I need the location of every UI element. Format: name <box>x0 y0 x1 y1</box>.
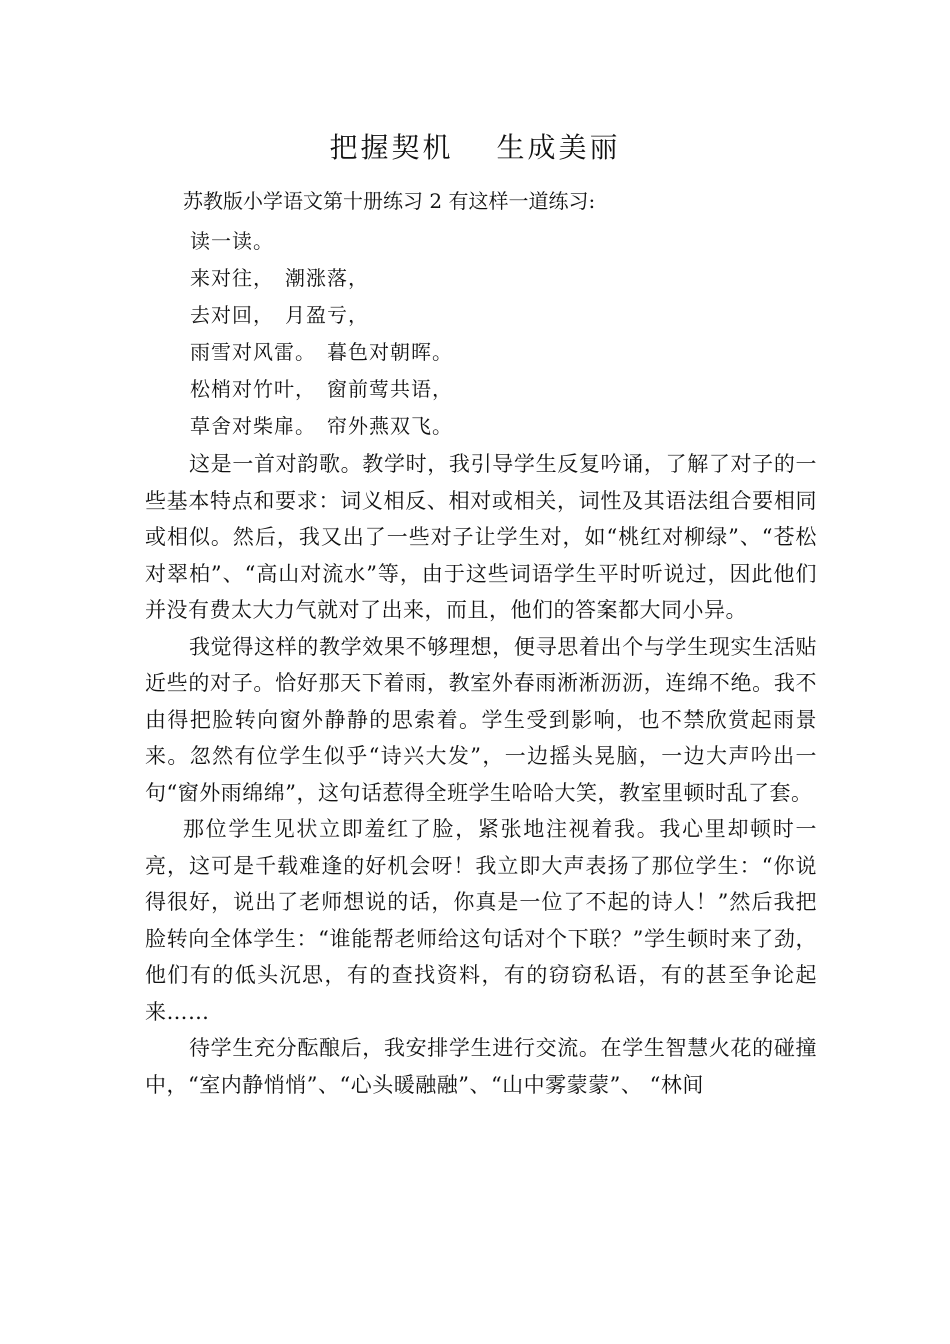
poem-line: 来对往， 潮涨落， <box>190 266 369 290</box>
paragraph: 那位学生见状立即羞红了脸，紧张地注视着我。我心里却顿时一亮，这可是千载难逢的好机会呀！我立即大声表扬了那位学生：“你说得很好，说出了老师想说的话，你真是一位了不起的诗人！”然后我把脸转向全体学生：“谁能帮老师给这句话对个下联？”学生顿时来了劲，他们有的低头沉思，有的查找资料，有的窃窃私语，有的甚至争论起来…… <box>145 817 817 1024</box>
poem-line: 雨雪对风雷。 暮色对朝晖。 <box>190 340 453 364</box>
poem-line: 去对回， 月盈亏， <box>190 303 369 327</box>
body-text <box>145 446 817 1103</box>
poem-line: 读一读。 <box>190 229 274 253</box>
paragraph: 我觉得这样的教学效果不够理想，便寻思着出个与学生现实生活贴近些的对子。恰好那天下着雨，教室外春雨淅淅沥沥，连绵不绝。我不由得把脸转向窗外静静的思索着。学生受到影响，也不禁欣赏起雨景来。忽然有位学生似乎“诗兴大发”，一边摇头晃脑，一边大声吟出一句“窗外雨绵绵”，这句话惹得全班学生哈哈大笑，教室里顿时乱了套。 <box>145 634 817 805</box>
poem-block <box>190 223 830 445</box>
paragraph: 这是一首对韵歌。教学时，我引导学生反复吟诵，了解了对子的一些基本特点和要求：词义相反、相对或相关，词性及其语法组合要相同或相似。然后，我又出了一些对子让学生对，如“桃红对柳绿”、“苍松对翠柏”、“高山对流水”等，由于这些词语学生平时听说过，因此他们并没有费太大力气就对了出来，而且，他们的答案都大同小异。 <box>145 452 817 622</box>
paragraph: 待学生充分酝酿后，我安排学生进行交流。在学生智慧火花的碰撞中，“室内静悄悄”、“心头暖融融”、“山中雾蒙蒙”、 “林间 <box>145 1036 817 1097</box>
intro-line: 苏教版小学语文第十册练习 2 有这样一道练习: <box>183 189 596 213</box>
document-title: 把握契机 生成美丽 <box>329 131 621 164</box>
poem-line: 草舍对柴扉。 帘外燕双飞。 <box>190 414 453 438</box>
poem-line: 松梢对竹叶， 窗前莺共语， <box>190 377 453 401</box>
